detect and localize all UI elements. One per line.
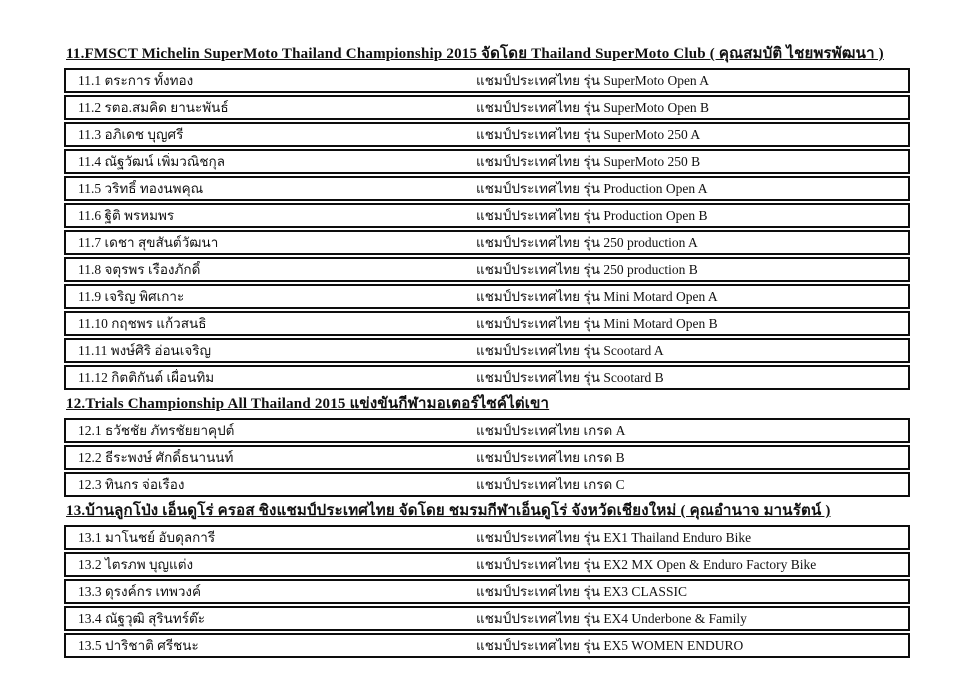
rider-name-cell: 11.9 เจริญ พิศเกาะ <box>78 289 185 304</box>
table-row <box>64 579 910 604</box>
rider-name-cell: 11.4 ณัฐวัฒน์ เพิ่มวณิชกุล <box>78 154 225 169</box>
table-row <box>64 338 910 363</box>
table-row <box>64 445 910 470</box>
rider-name-cell: 11.3 อภิเดช บุญศรี <box>78 127 184 142</box>
table-row <box>64 203 910 228</box>
rider-name-cell: 11.2 รตอ.สมคิด ยานะพันธ์ <box>78 100 229 115</box>
award-title-cell: แชมป์ประเทศไทย รุ่น SuperMoto 250 B <box>476 154 701 169</box>
table-row <box>64 418 910 443</box>
rider-name-cell: 11.1 ตระการ ทั้งทอง <box>78 73 194 88</box>
award-title-cell: แชมป์ประเทศไทย เกรด A <box>476 423 626 438</box>
award-title-cell: แชมป์ประเทศไทย รุ่น SuperMoto 250 A <box>476 127 701 142</box>
rider-name-cell: 11.8 จตุรพร เรืองภักดิ์ <box>78 262 201 277</box>
award-title-cell: แชมป์ประเทศไทย รุ่น Production Open A <box>476 181 708 196</box>
award-title-cell: แชมป์ประเทศไทย รุ่น EX3 CLASSIC <box>476 584 687 599</box>
award-title-cell: แชมป์ประเทศไทย รุ่น EX5 WOMEN ENDURO <box>476 638 744 653</box>
table-row <box>64 552 910 577</box>
rider-name-cell: 13.5 ปาริชาติ ศรีชนะ <box>78 638 199 653</box>
award-title-cell: แชมป์ประเทศไทย รุ่น 250 production B <box>476 262 698 277</box>
rider-name-cell: 11.7 เดชา สุขสันต์วัฒนา <box>78 235 219 250</box>
rider-name-cell: 13.1 มาโนชย์ อับดุลการี <box>78 530 216 545</box>
table-row <box>64 257 910 282</box>
rider-name-cell: 12.3 ทินกร จ่อเรือง <box>78 477 185 492</box>
table-row <box>64 284 910 309</box>
table-row <box>64 230 910 255</box>
section-11-table <box>64 68 910 390</box>
table-row <box>64 311 910 336</box>
award-title-cell: แชมป์ประเทศไทย รุ่น EX4 Underbone & Family <box>476 611 747 626</box>
award-title-cell: แชมป์ประเทศไทย เกรด C <box>476 477 625 492</box>
table-row <box>64 95 910 120</box>
section-11-title: 11.FMSCT Michelin SuperMoto Thailand Championship 2015 จัดโดย Thailand SuperMoto Club ( คุณสมบัติ ไชยพรพัฒนา ) <box>66 46 884 62</box>
table-row <box>64 525 910 550</box>
award-title-cell: แชมป์ประเทศไทย รุ่น SuperMoto Open A <box>476 73 710 88</box>
rider-name-cell: 11.12 กิตติกันต์ เผื่อนทิม <box>78 370 215 385</box>
rider-name-cell: 12.2 ธีระพงษ์ ศักดิ์ธนานนท์ <box>78 450 234 465</box>
rider-name-cell: 11.11 พงษ์ศิริ อ่อนเจริญ <box>78 343 212 358</box>
award-title-cell: แชมป์ประเทศไทย เกรด B <box>476 450 625 465</box>
rider-name-cell: 13.4 ณัฐวุฒิ สุรินทร์ต๊ะ <box>78 611 206 626</box>
table-row <box>64 149 910 174</box>
award-title-cell: แชมป์ประเทศไทย รุ่น 250 production A <box>476 235 698 250</box>
table-row <box>64 122 910 147</box>
award-title-cell: แชมป์ประเทศไทย รุ่น Scootard B <box>476 370 664 385</box>
rider-name-cell: 11.6 ฐิติ พรหมพร <box>78 208 175 223</box>
table-row <box>64 176 910 201</box>
section-13-title: 13.บ้านลูกโป่ง เอ็นดูโร่ ครอส ชิงแชมป์ประเทศไทย จัดโดย ชมรมกีฬาเอ็นดูโร่ จังหวัดเชียงใหม่ ( คุณอำนาจ มานรัตน์ ) <box>66 503 831 519</box>
table-row <box>64 365 910 390</box>
section-12-table <box>64 418 910 497</box>
rider-name-cell: 13.3 ดุรงค์กร เทพวงค์ <box>78 584 202 599</box>
award-title-cell: แชมป์ประเทศไทย รุ่น EX1 Thailand Enduro Bike <box>476 530 752 545</box>
section-13-table <box>64 525 910 658</box>
table-row <box>64 633 910 658</box>
rider-name-cell: 11.10 กฤชพร แก้วสนธิ <box>78 316 207 331</box>
table-row <box>64 606 910 631</box>
award-title-cell: แชมป์ประเทศไทย รุ่น Scootard A <box>476 343 664 358</box>
rider-name-cell: 11.5 วริทธิ์ ทองนพคุณ <box>78 181 204 196</box>
table-row <box>64 68 910 93</box>
rider-name-cell: 12.1 ธวัชชัย ภัทรชัยยาคุปต์ <box>78 423 235 438</box>
award-title-cell: แชมป์ประเทศไทย รุ่น Mini Motard Open A <box>476 289 718 304</box>
award-title-cell: แชมป์ประเทศไทย รุ่น EX2 MX Open & Enduro Factory Bike <box>476 557 817 572</box>
award-title-cell: แชมป์ประเทศไทย รุ่น SuperMoto Open B <box>476 100 710 115</box>
section-12-title: 12.Trials Championship All Thailand 2015 แข่งขันกีฬามอเตอร์ไซค์ไต่เขา <box>66 396 550 412</box>
rider-name-cell: 13.2 ไตรภพ บุญแต่ง <box>78 557 194 572</box>
award-title-cell: แชมป์ประเทศไทย รุ่น Production Open B <box>476 208 708 223</box>
award-title-cell: แชมป์ประเทศไทย รุ่น Mini Motard Open B <box>476 316 718 331</box>
table-row <box>64 472 910 497</box>
